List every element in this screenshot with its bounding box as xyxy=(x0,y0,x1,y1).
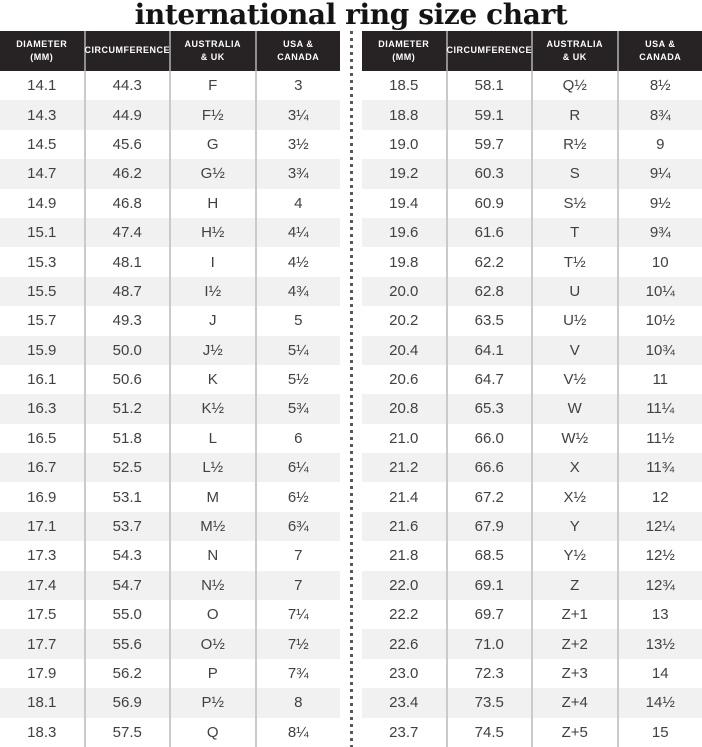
table-row xyxy=(0,629,340,658)
table-cell: 61.6 xyxy=(448,218,534,247)
table-cell: 72.3 xyxy=(448,659,534,688)
dotted-divider xyxy=(340,31,362,747)
table-cell: 54.7 xyxy=(86,571,172,600)
table-cell: O½ xyxy=(171,629,257,658)
table-cell: 55.0 xyxy=(86,600,172,629)
table-cell: 5¾ xyxy=(287,400,309,418)
table-cell: Q xyxy=(171,718,257,747)
table-row xyxy=(362,130,702,159)
table-cell: G xyxy=(171,130,257,159)
table-cell: 21.4 xyxy=(362,482,448,511)
table-cell: Z+1 xyxy=(533,600,619,629)
table-cell: 22.0 xyxy=(362,571,448,600)
column-header-usa-canada: USA & CANADA xyxy=(639,38,682,62)
table-cell: 68.5 xyxy=(448,541,534,570)
table-cell: 54.3 xyxy=(86,541,172,570)
table-cell: 52.5 xyxy=(86,453,172,482)
table-cell: 65.3 xyxy=(448,394,534,423)
table-cell: 20.8 xyxy=(362,394,448,423)
table-cell: H½ xyxy=(171,218,257,247)
table-cell: 18.8 xyxy=(362,100,448,129)
table-cell: 11½ xyxy=(646,429,675,447)
table-cell: 8 xyxy=(294,694,303,712)
table-row xyxy=(362,512,702,541)
table-cell: 5 xyxy=(294,312,303,330)
table-cell: 19.0 xyxy=(362,130,448,159)
table-row xyxy=(362,659,702,688)
table-cell: 12¾ xyxy=(645,576,675,594)
table-row xyxy=(362,688,702,717)
table-cell: 10 xyxy=(651,253,669,271)
table-cell: 7¾ xyxy=(287,665,309,682)
table-cell: N xyxy=(171,541,257,570)
table-cell: 3½ xyxy=(287,135,309,153)
table-cell: 21.6 xyxy=(362,512,448,541)
table-cell: 3¼ xyxy=(287,106,309,124)
table-cell: 69.1 xyxy=(448,571,534,600)
table-cell: 5½ xyxy=(287,371,309,389)
table-cell: 17.3 xyxy=(0,541,86,570)
table-cell: 19.6 xyxy=(362,218,448,247)
table-cell: 66.6 xyxy=(448,453,534,482)
table-cell: 14.1 xyxy=(0,71,86,100)
table-cell: X xyxy=(533,453,619,482)
table-cell: Y½ xyxy=(533,541,619,570)
table-cell: 7½ xyxy=(287,635,309,653)
table-cell: 11¾ xyxy=(646,459,675,477)
table-cell: W xyxy=(533,394,619,423)
table-cell: 53.7 xyxy=(86,512,172,541)
table-cell: 64.1 xyxy=(448,336,534,365)
table-cell: J xyxy=(171,306,257,335)
table-cell: 15.5 xyxy=(0,277,86,306)
table-cell: Y xyxy=(533,512,619,541)
table-row xyxy=(0,512,340,541)
table-cell: 11 xyxy=(652,371,669,389)
table-cell: 9½ xyxy=(649,194,671,212)
table-cell: 18.3 xyxy=(0,718,86,747)
table-cell: 17.4 xyxy=(0,571,86,600)
page-title: international ring size chart xyxy=(134,0,568,31)
column-header-diameter-mm: DIAMETER (MM) xyxy=(0,31,86,71)
table-cell: R xyxy=(533,100,619,129)
table-cell: P xyxy=(171,659,257,688)
table-cell: 7 xyxy=(294,547,303,565)
table-cell: U½ xyxy=(533,306,619,335)
table-row xyxy=(0,247,340,276)
table-row xyxy=(362,100,702,129)
table-cell: 6 xyxy=(294,429,303,447)
table-cell: N½ xyxy=(171,571,257,600)
table-cell: J½ xyxy=(171,336,257,365)
table-cell: 13½ xyxy=(645,635,675,653)
table-cell: 11¼ xyxy=(646,400,675,418)
table-body xyxy=(0,71,340,747)
table-cell: 18.5 xyxy=(362,71,448,100)
table-row xyxy=(362,247,702,276)
table-cell: Z+2 xyxy=(533,629,619,658)
table-cell: I xyxy=(171,247,257,276)
table-cell: 14.7 xyxy=(0,159,86,188)
table-cell: 16.1 xyxy=(0,365,86,394)
table-row xyxy=(0,189,340,218)
table-header-row xyxy=(0,31,340,71)
table-row xyxy=(0,394,340,423)
tables-container xyxy=(0,31,702,747)
table-row xyxy=(0,571,340,600)
table-cell: T½ xyxy=(533,247,619,276)
table-cell: 73.5 xyxy=(448,688,534,717)
table-cell: 14 xyxy=(651,665,669,682)
table-cell: 22.6 xyxy=(362,629,448,658)
table-row xyxy=(362,218,702,247)
table-cell: 14.3 xyxy=(0,100,86,129)
table-cell: 7 xyxy=(294,576,303,594)
table-cell: 9¼ xyxy=(649,165,671,183)
table-row xyxy=(362,629,702,658)
table-cell: 12½ xyxy=(645,547,675,565)
table-cell: 49.3 xyxy=(86,306,172,335)
table-cell: F½ xyxy=(171,100,257,129)
table-cell: 14.5 xyxy=(0,130,86,159)
table-cell: 6½ xyxy=(287,488,309,506)
table-cell: F xyxy=(171,71,257,100)
table-cell: 20.6 xyxy=(362,365,448,394)
table-cell: 10½ xyxy=(645,312,675,330)
table-cell: V xyxy=(533,336,619,365)
table-row xyxy=(0,306,340,335)
column-header-australia-uk: AUSTRALIA & UK xyxy=(533,31,619,71)
table-cell: 60.3 xyxy=(448,159,534,188)
ring-size-table-left xyxy=(0,31,340,747)
table-row xyxy=(0,336,340,365)
table-cell: 10¾ xyxy=(645,341,675,359)
table-cell: 17.7 xyxy=(0,629,86,658)
column-header-circumference: CIRCUMFERENCE xyxy=(86,31,172,71)
table-cell: X½ xyxy=(533,482,619,511)
table-cell: 14.9 xyxy=(0,189,86,218)
table-row xyxy=(0,218,340,247)
table-cell: Z+3 xyxy=(533,659,619,688)
table-cell: K½ xyxy=(171,394,257,423)
table-row xyxy=(362,71,702,100)
table-cell: 8½ xyxy=(649,77,671,95)
table-cell: 17.1 xyxy=(0,512,86,541)
table-cell: 66.0 xyxy=(448,424,534,453)
table-cell: Z xyxy=(533,571,619,600)
table-cell: S xyxy=(533,159,619,188)
table-cell: 23.7 xyxy=(362,718,448,747)
table-row xyxy=(362,600,702,629)
table-row xyxy=(362,482,702,511)
table-cell: 60.9 xyxy=(448,189,534,218)
table-cell: 4¼ xyxy=(287,224,309,242)
table-cell: 46.2 xyxy=(86,159,172,188)
table-cell: 56.2 xyxy=(86,659,172,688)
table-cell: 71.0 xyxy=(448,629,534,658)
table-cell: 51.2 xyxy=(86,394,172,423)
table-body xyxy=(362,71,702,747)
table-row xyxy=(362,424,702,453)
table-cell: 55.6 xyxy=(86,629,172,658)
table-cell: 8¼ xyxy=(287,723,309,741)
table-cell: 23.4 xyxy=(362,688,448,717)
table-cell: 9 xyxy=(656,135,665,153)
table-row xyxy=(0,71,340,100)
table-row xyxy=(0,659,340,688)
table-row xyxy=(0,277,340,306)
table-row xyxy=(362,306,702,335)
table-row xyxy=(362,159,702,188)
table-cell: 64.7 xyxy=(448,365,534,394)
table-cell: 15 xyxy=(651,723,669,741)
column-header-australia-uk: AUSTRALIA & UK xyxy=(171,31,257,71)
table-cell: M xyxy=(171,482,257,511)
table-cell: W½ xyxy=(533,424,619,453)
table-cell: 17.9 xyxy=(0,659,86,688)
table-cell: 21.2 xyxy=(362,453,448,482)
table-cell: 46.8 xyxy=(86,189,172,218)
table-cell: I½ xyxy=(171,277,257,306)
table-cell: H xyxy=(171,189,257,218)
table-row xyxy=(0,365,340,394)
table-cell: 56.9 xyxy=(86,688,172,717)
table-cell: 7¼ xyxy=(287,606,309,624)
table-cell: 16.3 xyxy=(0,394,86,423)
table-cell: 48.1 xyxy=(86,247,172,276)
table-cell: 12 xyxy=(651,488,669,506)
table-cell: G½ xyxy=(171,159,257,188)
table-row xyxy=(0,600,340,629)
table-row xyxy=(0,424,340,453)
dotted-line xyxy=(350,31,353,747)
table-cell: 20.4 xyxy=(362,336,448,365)
table-row xyxy=(0,100,340,129)
table-cell: 6¾ xyxy=(287,518,309,536)
table-cell: 62.8 xyxy=(448,277,534,306)
table-row xyxy=(0,482,340,511)
table-cell: 17.5 xyxy=(0,600,86,629)
table-cell: U xyxy=(533,277,619,306)
table-cell: 16.7 xyxy=(0,453,86,482)
table-cell: 47.4 xyxy=(86,218,172,247)
table-row xyxy=(362,571,702,600)
table-cell: 6¼ xyxy=(287,459,309,477)
table-cell: 10¼ xyxy=(645,282,675,300)
table-row xyxy=(362,189,702,218)
table-cell: 59.1 xyxy=(448,100,534,129)
table-cell: 4¾ xyxy=(287,282,309,300)
table-row xyxy=(362,541,702,570)
table-cell: 13 xyxy=(651,606,669,624)
table-row xyxy=(362,277,702,306)
table-header-row xyxy=(362,31,702,71)
table-row xyxy=(0,130,340,159)
table-cell: 18.1 xyxy=(0,688,86,717)
table-cell: Z+4 xyxy=(533,688,619,717)
table-cell: O xyxy=(171,600,257,629)
table-cell: 67.2 xyxy=(448,482,534,511)
table-cell: 16.9 xyxy=(0,482,86,511)
table-cell: 3¾ xyxy=(287,165,309,183)
table-cell: 20.0 xyxy=(362,277,448,306)
table-cell: 19.8 xyxy=(362,247,448,276)
table-cell: 22.2 xyxy=(362,600,448,629)
table-cell: 53.1 xyxy=(86,482,172,511)
table-cell: 51.8 xyxy=(86,424,172,453)
table-cell: 15.3 xyxy=(0,247,86,276)
table-row xyxy=(362,394,702,423)
table-row xyxy=(0,688,340,717)
table-cell: 44.3 xyxy=(86,71,172,100)
table-cell: 20.2 xyxy=(362,306,448,335)
table-row xyxy=(0,541,340,570)
table-cell: V½ xyxy=(533,365,619,394)
table-cell: 67.9 xyxy=(448,512,534,541)
table-cell: 15.7 xyxy=(0,306,86,335)
table-cell: K xyxy=(171,365,257,394)
table-cell: 3 xyxy=(294,77,303,95)
table-cell: R½ xyxy=(533,130,619,159)
table-cell: 19.2 xyxy=(362,159,448,188)
table-cell: 48.7 xyxy=(86,277,172,306)
table-cell: T xyxy=(533,218,619,247)
table-cell: L xyxy=(171,424,257,453)
column-header-circumference: CIRCUMFERENCE xyxy=(448,31,534,71)
ring-size-table-right xyxy=(362,31,702,747)
table-cell: 4 xyxy=(294,194,303,212)
table-cell: P½ xyxy=(171,688,257,717)
table-cell: 63.5 xyxy=(448,306,534,335)
table-row xyxy=(0,453,340,482)
table-cell: 57.5 xyxy=(86,718,172,747)
table-row xyxy=(362,453,702,482)
table-cell: 50.0 xyxy=(86,336,172,365)
table-cell: L½ xyxy=(171,453,257,482)
table-cell: 12¼ xyxy=(645,518,675,536)
column-header-usa-canada: USA & CANADA xyxy=(277,38,320,62)
table-cell: M½ xyxy=(171,512,257,541)
table-cell: 19.4 xyxy=(362,189,448,218)
table-cell: 15.1 xyxy=(0,218,86,247)
table-row xyxy=(0,718,340,747)
table-cell: 15.9 xyxy=(0,336,86,365)
table-cell: 21.8 xyxy=(362,541,448,570)
table-cell: Q½ xyxy=(533,71,619,100)
column-header-diameter-mm: DIAMETER (MM) xyxy=(362,31,448,71)
table-cell: 4½ xyxy=(287,253,309,271)
table-cell: 58.1 xyxy=(448,71,534,100)
table-cell: 74.5 xyxy=(448,718,534,747)
table-row xyxy=(362,365,702,394)
table-cell: 69.7 xyxy=(448,600,534,629)
table-cell: 45.6 xyxy=(86,130,172,159)
table-cell: 59.7 xyxy=(448,130,534,159)
table-cell: 5¼ xyxy=(287,341,309,359)
table-cell: 21.0 xyxy=(362,424,448,453)
table-cell: 50.6 xyxy=(86,365,172,394)
table-cell: 62.2 xyxy=(448,247,534,276)
table-row xyxy=(362,336,702,365)
table-cell: S½ xyxy=(533,189,619,218)
table-row xyxy=(362,718,702,747)
table-cell: 44.9 xyxy=(86,100,172,129)
table-cell: 8¾ xyxy=(649,106,671,124)
table-cell: 23.0 xyxy=(362,659,448,688)
table-cell: Z+5 xyxy=(533,718,619,747)
table-cell: 14½ xyxy=(645,694,675,712)
table-cell: 16.5 xyxy=(0,424,86,453)
table-cell: 9¾ xyxy=(649,224,671,242)
table-row xyxy=(0,159,340,188)
